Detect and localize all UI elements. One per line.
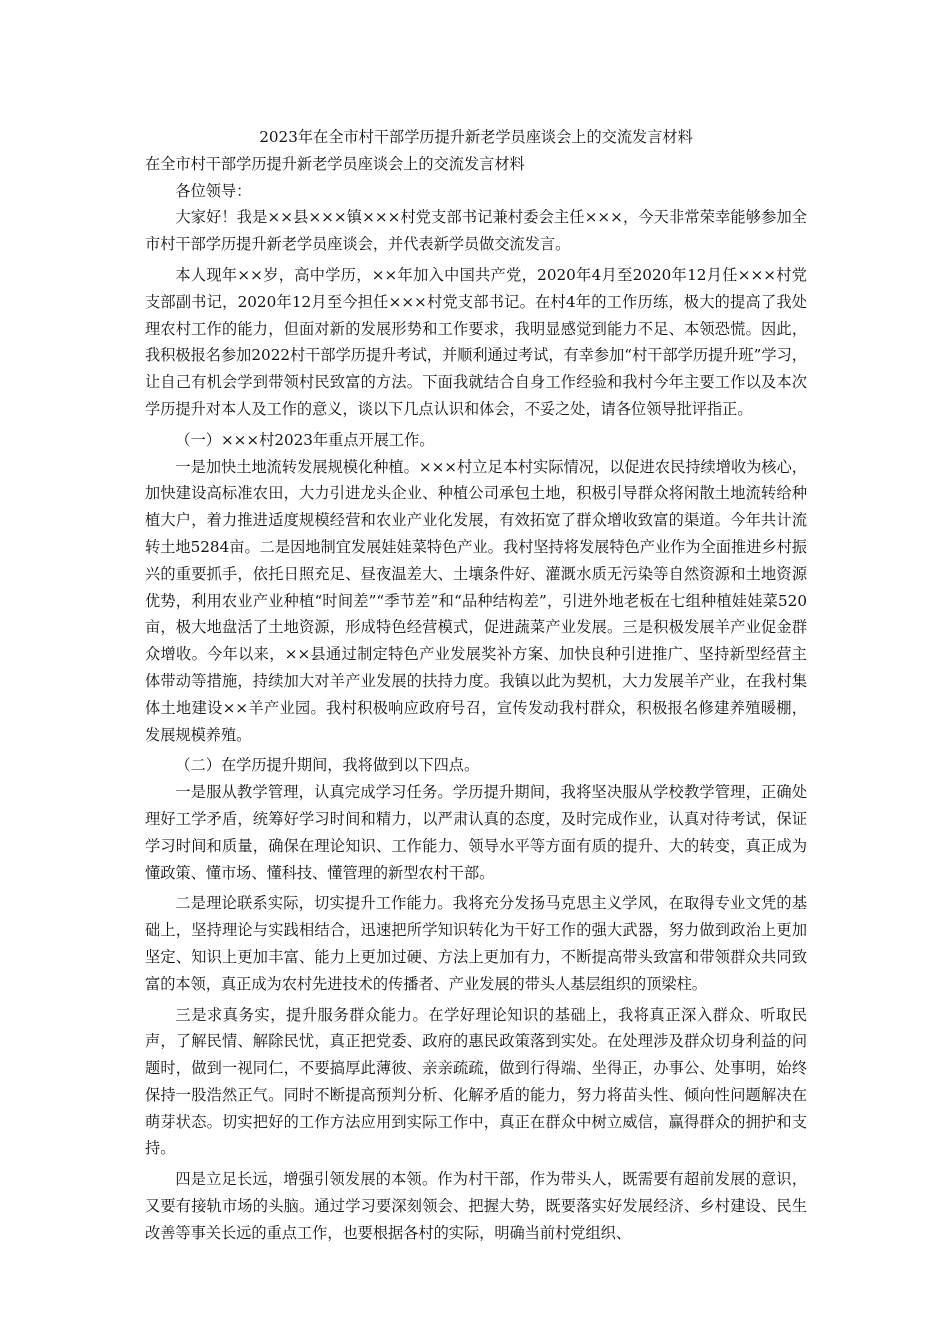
section-2-paragraph: 四是立足长远，增强引领发展的本领。作为村干部，作为带头人，既需要有超前发展的意识，又要有接轨市场的头脑。通过学习要深刻领会、把握大势，既要落实好发展经济、乡村建设、民生改善等事关长远的重点工作，也要根据各村的实际，明确当前村党组织、	[145, 1170, 807, 1242]
section-2-paragraph: 二是理论联系实际，切实提升工作能力。我将充分发扬马克思主义学风，在取得专业文凭的基础上，坚持理论与实践相结合，迅速把所学知识转化为干好工作的强大武器，努力做到政治上更加坚定、知识上更加丰富、能力上更加过硬、方法上更加有力，不断提高带头致富和带领群众共同致富的本领，真正成为农村先进技术的传播者、产业发展的带头人基层组织的顶梁柱。	[145, 894, 807, 993]
document-subtitle: 在全市村干部学历提升新老学员座谈会上的交流发言材料	[145, 154, 525, 173]
section-2-paragraph: 三是求真务实，提升服务群众能力。在学好理论知识的基础上，我将真正深入群众、听取民声，了解民情、解除民忧，真正把党委、政府的惠民政策落到实处。在处理涉及群众切身利益的问题时，做到一视同仁，不要搞厚此薄彼、亲亲疏疏，做到行得端、坐得正，办事公、处事明，始终保持一股浩然正气。同时不断提高预判分析、化解矛盾的能力，努力将苗头性、倾向性问题解决在萌芽状态。切实把好的工作方法应用到实际工作中，真正在群众中树立威信，赢得群众的拥护和支持。	[145, 1005, 807, 1158]
document-title: 2023年在全市村干部学历提升新老学员座谈会上的交流发言材料	[259, 128, 693, 146]
document-page	[145, 124, 807, 1251]
section-heading-1: （一）×××村2023年重点开展工作。	[175, 430, 435, 449]
background-paragraph: 本人现年××岁，高中学历，××年加入中国共产党，2020年4月至2020年12月任×××村党支部副书记，2020年12月至今担任×××村党支部书记。在村4年的工作历练，极大的提高了我处理农村工作的能力，但面对新的发展形势和工作要求，我明显感觉到能力不足、本领恐慌。因此，我积极报名参加2022村干部学历提升考试，并顺利通过考试，有幸参加“村干部学历提升班”学习，让自己有机会学到带领村民致富的方法。下面我就结合自身工作经验和我村今年主要工作以及本次学历提升对本人及工作的意义，谈以下几点认识和体会，不妥之处，请各位领导批评指正。	[145, 265, 807, 418]
salutation: 各位领导：	[175, 181, 252, 200]
section-heading-2: （二）在学历提升期间，我将做到以下四点。	[175, 756, 480, 775]
section-2-paragraph: 一是服从教学管理，认真完成学习任务。学历提升期间，我将坚决服从学校教学管理，正确处理好工学矛盾，统筹好学习时间和精力，以严肃认真的态度，及时完成作业，认真对待考试，保证学习时间和质量，确保在理论知识、工作能力、领导水平等方面有质的提升、大的转变，真正成为懂政策、懂市场、懂科技、懂管理的新型农村干部。	[145, 783, 807, 882]
section-1-paragraph: 一是加快土地流转发展规模化种植。×××村立足本村实际情况，以促进农民持续增收为核心，加快建设高标准农田，大力引进龙头企业、种植公司承包土地，积极引导群众将闲散土地流转给种植大户，着力推进适度规模经营和农业产业化发展，有效拓宽了群众增收致富的渠道。今年共计流转土地5284亩。二是因地制宜发展娃娃菜特色产业。我村坚持将发展特色产业作为全面推进乡村振兴的重要抓手，依托日照充足、昼夜温差大、土壤条件好、灌溉水质无污染等自然资源和土地资源优势，利用农业产业种植“时间差”“季节差”和“品种结构差”，引进外地老板在七组种植娃娃菜520亩，极大地盘活了土地资源，形成特色经营模式，促进蔬菜产业发展。三是积极发展羊产业促金群众增收。今年以来，××县通过制定特色产业发展奖补方案、加快良种引进推广、坚持新型经营主体带动等措施，持续加大对羊产业发展的扶持力度。我镇以此为契机，大力发展羊产业，在我村集体土地建设××羊产业园。我村积极响应政府号召，宣传发动我村群众，积极报名修建养殖暖棚，发展规模养殖。	[145, 457, 807, 744]
intro-paragraph: 大家好！我是××县×××镇×××村党支部书记兼村委会主任×××，今天非常荣幸能够参加全市村干部学历提升新老学员座谈会，并代表新学员做交流发言。	[145, 208, 807, 254]
